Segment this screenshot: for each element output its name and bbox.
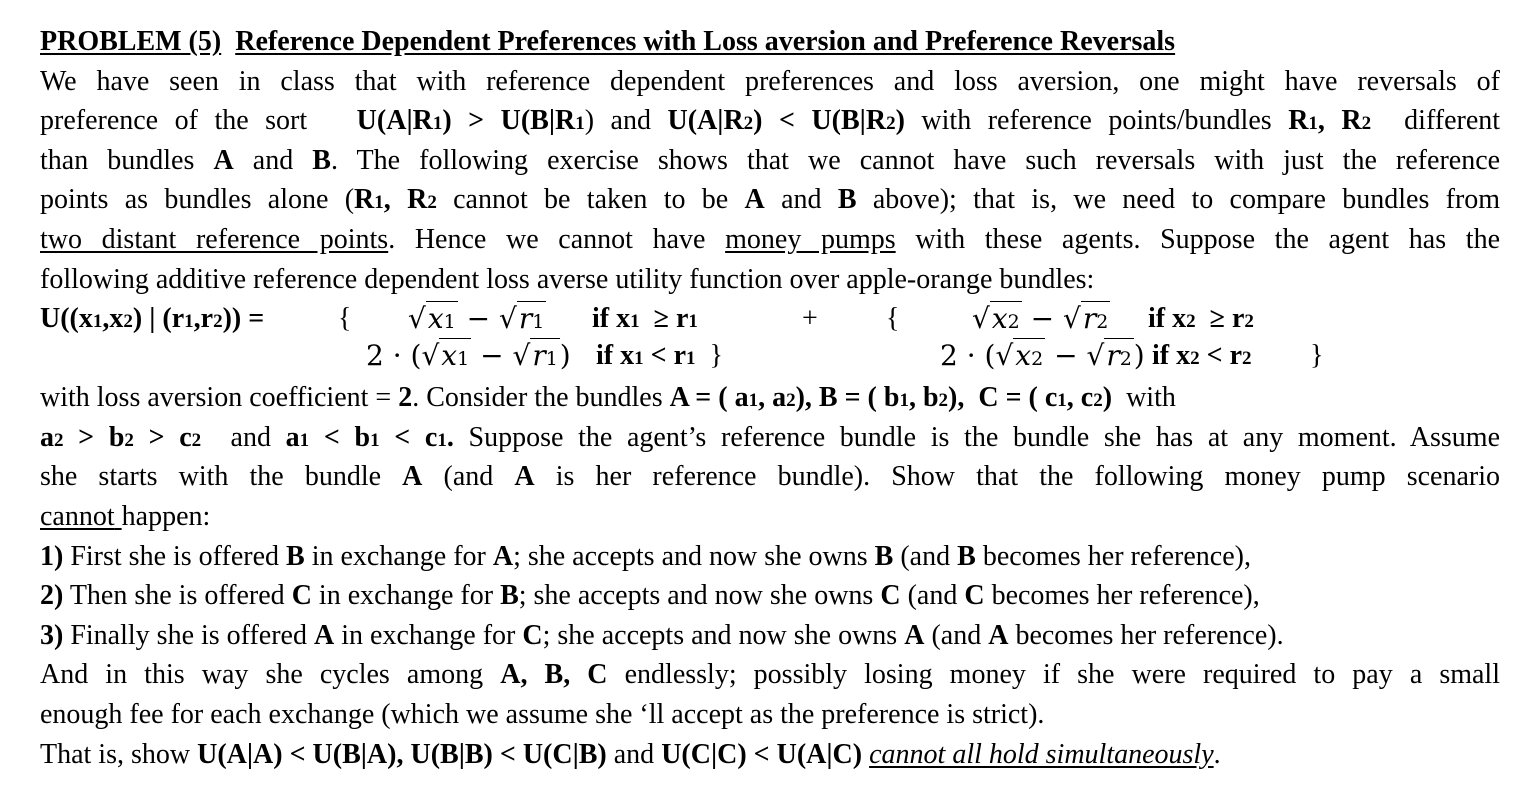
formula-cond-gain-2: if x2 ≥ r2 xyxy=(1148,303,1254,335)
utility-formula xyxy=(40,299,1500,378)
body-line-2: a2 > b2 > c2 and a1 < b1 < c1. Suppose the agent’s reference bundle is the bundle she has at any moment. Assume xyxy=(40,421,1501,453)
problem-title xyxy=(40,22,1500,62)
formula-close-brace-2: } xyxy=(1310,340,1324,372)
body-line-4: cannot happen: xyxy=(40,500,211,532)
body-line-3: she starts with the bundle A (and A is her reference bundle). Show that the following money pump scenario xyxy=(40,461,1501,493)
formula-cond-gain-1: if x1 ≥ r1 xyxy=(592,303,698,335)
problem-label: PROBLEM (5) xyxy=(40,26,222,57)
intro-line-1: We have seen in class that with reference dependent preferences and loss aversion, one might have reversals of xyxy=(40,65,1500,97)
intro-line-4: points as bundles alone (R1, R2 cannot be taken to be A and B above); that is, we need to compare bundles from xyxy=(40,184,1501,216)
formula-open-brace-1: { xyxy=(338,303,352,335)
formula-plus: + xyxy=(802,303,818,335)
formula-gain-term-1: √x1 − √r1 xyxy=(408,302,545,336)
distant-reference-points-text: two distant reference points xyxy=(40,223,389,255)
body-line-1: with loss aversion coefficient = 2. Consider the bundles A = ( a1, a2), B = ( b1, b2), C = ( c1, c2) with xyxy=(40,382,1176,414)
problem-text xyxy=(40,22,1500,774)
step-2: 2) Then she is offered C in exchange for B; she accepts and now she owns C (and C becomes her reference), xyxy=(40,580,1260,612)
intro-line-2: preference of the sort U(A|R1) > U(B|R1) and U(A|R2) < U(B|R2) with reference points/bundles R1, R2 different xyxy=(40,105,1501,137)
cannot-all-hold-text: cannot all hold simultaneously xyxy=(869,738,1214,770)
step-1: 1) First she is offered B in exchange for A; she accepts and now she owns B (and B becomes her reference), xyxy=(40,540,1251,572)
cannot-text: cannot xyxy=(40,500,115,532)
formula-cond-loss-1: if x1 < r1 } xyxy=(596,340,723,372)
formula-gain-term-2: √x2 − √r2 xyxy=(972,302,1109,336)
formula-loss-term-2: 2 · (√x2 − √r2) xyxy=(940,339,1145,373)
conclusion-line-1: And in this way she cycles among A, B, C endlessly; possibly losing money if she were required to pay a small xyxy=(40,659,1500,691)
intro-line-3: than bundles A and B. The following exercise shows that we cannot have such reversals with just the reference xyxy=(40,144,1501,176)
step-3: 3) Finally she is offered A in exchange for C; she accepts and now she owns A (and A becomes her reference). xyxy=(40,619,1284,651)
conclusion-line-3: That is, show U(A|A) < U(B|A), U(B|B) < U(C|B) and U(C|C) < U(A|C) cannot all hold simultaneously. xyxy=(40,738,1221,770)
formula-cond-loss-2: if x2 < r2 xyxy=(1152,340,1252,372)
problem-heading: Reference Dependent Preferences with Loss aversion and Preference Reversals xyxy=(235,26,1176,57)
conclusion-line-2: enough fee for each exchange (which we assume she ‘ll accept as the preference is strict). xyxy=(40,698,1045,730)
money-pumps-text: money pumps xyxy=(725,223,896,255)
formula-loss-term-1: 2 · (√x1 − √r1) xyxy=(366,339,571,373)
formula-lhs: U((x1,x2) | (r1,r2)) = xyxy=(40,303,265,335)
intro-line-6: following additive reference dependent loss averse utility function over apple-orange bundles: xyxy=(40,263,1095,295)
formula-open-brace-2: { xyxy=(886,303,900,335)
intro-line-5: two distant reference points. Hence we cannot have money pumps with these agents. Suppose the agent has the xyxy=(40,223,1500,255)
